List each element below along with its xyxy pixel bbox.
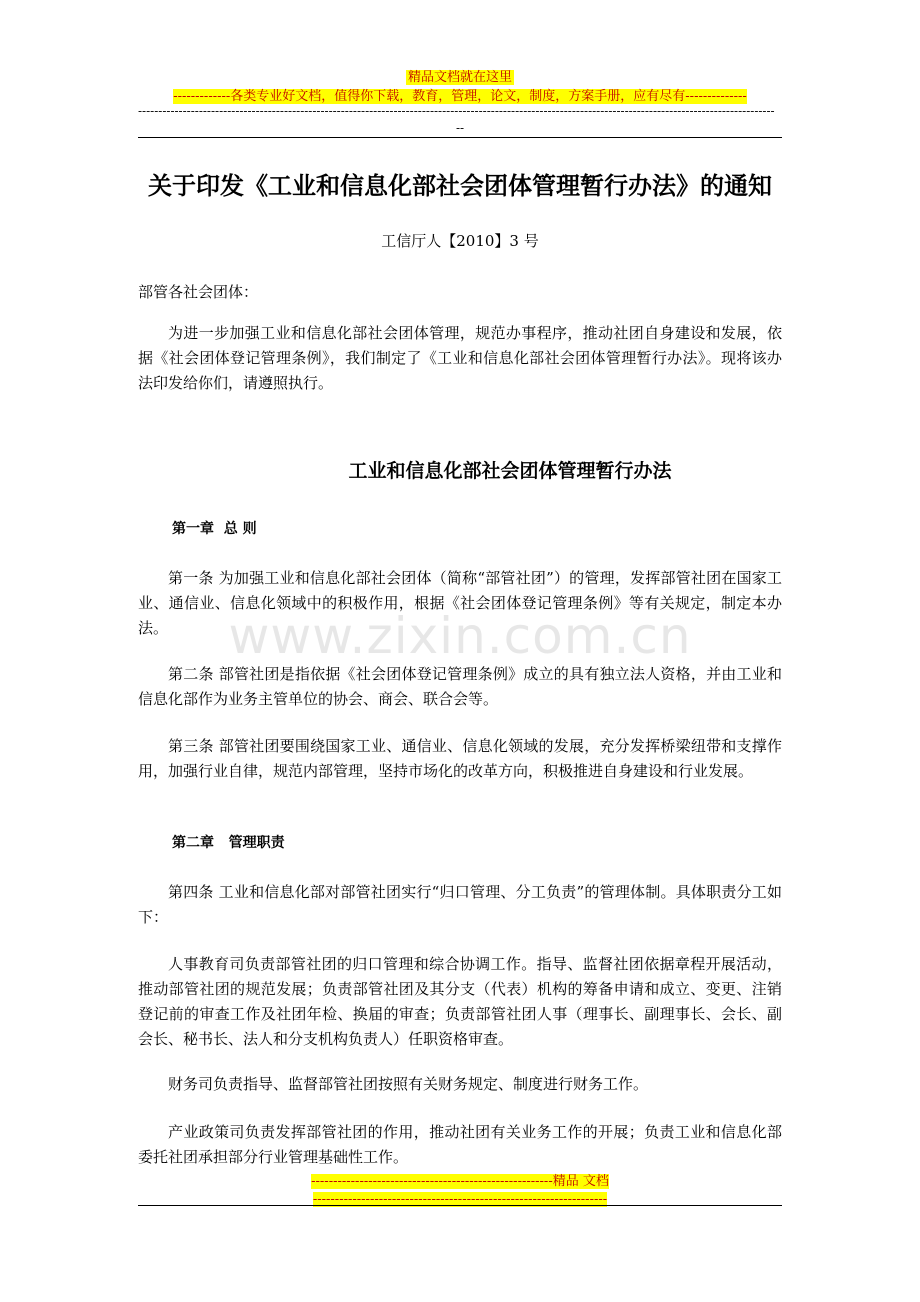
header-rule: [138, 137, 782, 138]
paragraph-industry-policy-dept: 产业政策司负责发挥部管社团的作用，推动社团有关业务工作的开展；负责工业和信息化部委托社团承担部分行业管理基础性工作。: [138, 1123, 782, 1166]
header-dash-tail: --: [455, 121, 465, 135]
article-1: 第一条 为加强工业和信息化部社会团体（简称“部管社团”）的管理，发挥部管社团在国家工业、通信业、信息化领域中的积极作用，根据《社会团体登记管理条例》等有关规定，制定本办法。: [138, 569, 782, 637]
footer-banner-text: -------------------------------------------------------精品 文档: [311, 1174, 609, 1189]
watermark: www.zixin.com.cn: [228, 607, 692, 665]
header-banner: [0, 66, 920, 86]
document-number: 工信厅人【2010】3 号: [381, 232, 539, 250]
chapter-heading-2: 第二章 管理职责: [172, 835, 285, 851]
article-3: 第三条 部管社团要围绕国家工业、通信业、信息化领域的发展，充分发挥桥梁纽带和支撑作用，加强行业自律，规范内部管理，坚持市场化的改革方向，积极推进自身建设和行业发展。: [138, 737, 782, 780]
article-4: 第四条 工业和信息化部对部管社团实行“归口管理、分工负责”的管理体制。具体职责分工如下：: [138, 883, 782, 926]
paragraph-personnel-dept: 人事教育司负责部管社团的归口管理和综合协调工作。指导、监督社团依据章程开展活动，推动部管社团的规范发展；负责部管社团及其分支（代表）机构的筹备申请和成立、变更、注销登记前的审查工作及社团年检、换届的审查；负责部管社团人事（理事长、副理事长、会长、副会长、秘书长、法人和分支机构负责人）任职资格审查。: [138, 955, 782, 1048]
article-2: 第二条 部管社团是指依据《社会团体登记管理条例》成立的具有独立法人资格，并由工业和信息化部作为业务主管单位的协会、商会、联合会等。: [138, 665, 782, 708]
salutation: 部管各社会团体：: [138, 283, 259, 301]
header-dash-line: -------------------------------------------------------------------------------------------------------------------------------------------------------------: [138, 104, 775, 118]
paragraph-finance-dept: 财务司负责指导、监督部管社团按照有关财务规定、制度进行财务工作。: [168, 1075, 649, 1093]
document-title: 关于印发《工业和信息化部社会团体管理暂行办法》的通知: [148, 171, 772, 200]
header-tagline: [0, 85, 920, 105]
header-banner-text: 精品文档就在这里: [407, 70, 512, 85]
chapter-heading-1: 第一章 总 则: [172, 521, 257, 537]
intro-paragraph: 为进一步加强工业和信息化部社会团体管理，规范办事程序，推动社团自身建设和发展，依据《社会团体登记管理条例》，我们制定了《工业和信息化部社会团体管理暂行办法》。现将该办法印发给你们，请遵照执行。: [138, 324, 782, 392]
footer-rule: [138, 1205, 782, 1206]
regulation-title: 工业和信息化部社会团体管理暂行办法: [348, 460, 672, 482]
footer-dash-text: -------------------------------------------------------------------: [312, 1192, 608, 1207]
header-tagline-text: -------------各类专业好文档，值得你下载，教育，管理，论文，制度，方案手册，应有尽有--------------: [173, 89, 747, 104]
footer-banner: [0, 1170, 920, 1190]
